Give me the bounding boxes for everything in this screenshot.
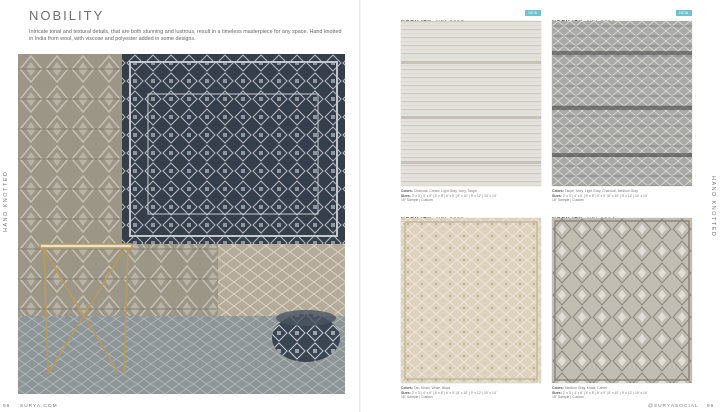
new-badge: NEW (676, 10, 692, 16)
right-page-number: 99 (707, 404, 715, 409)
left-page-number: 98 (3, 404, 11, 409)
room-photo (18, 54, 345, 394)
product-colors: Taupe, Ivory, Light Gray, Charcoal, Medium Gray (564, 189, 638, 193)
product-samples: 18" Sample | Custom (552, 198, 584, 203)
rug-image (552, 218, 692, 383)
product-samples: 18" Sample | Custom (401, 198, 433, 203)
rug-image (401, 218, 541, 383)
product-sizes: 2' x 3' | 4' x 6' | 5' x 8' | 6' x 9' | 8' x 10' | 9' x 12' | 10' x 14' (411, 193, 497, 198)
product-colors: Medium Gray, Khaki, Camel (564, 386, 607, 390)
product-specs: Colors: Charcoal, Cream, Light Gray, Ivory, Taupe Sizes: 2' x 3' | 4' x 6' | 5' x 8' | 6' x 9' | 8' x 10' | 9' x 12' | 10' x 14' 18" Sample | Custom (401, 189, 551, 203)
page-title: NOBILITY (29, 8, 105, 23)
right-footer-social: @SURYASOCIAL (648, 404, 699, 409)
product-colors: Charcoal, Cream, Light Gray, Ivory, Taupe (413, 189, 477, 193)
rug-image (552, 21, 692, 186)
product-sizes: 2' x 3' | 4' x 6' | 5' x 8' | 6' x 9' | 8' x 10' | 9' x 12' | 10' x 14' (562, 390, 648, 395)
intro-paragraph: Intricate tonal and textural details, that are both stunning and lustrous, result in a timeless masterpiece for any space. Hand knotted in India from wool, with viscose and polyester added in some designs. (29, 29, 342, 42)
side-label-right: HAND KNOTTED (710, 176, 716, 238)
product-specs: Colors: Tan, Khaki, White, Black Sizes: 2' x 3' | 4' x 6' | 5' x 8' | 6' x 9' | 8' x 10' | 9' x 12' | 10' x 14' 18" Sample | Custom (401, 386, 551, 400)
left-footer-site: SURYA.COM (20, 404, 58, 409)
room-scene-illustration (18, 54, 345, 394)
product-specs: Colors: Taupe, Ivory, Light Gray, Charcoal, Medium Gray Sizes: 2' x 3' | 4' x 6' | 5' x 8' | 6' x 9' | 8' x 10' | 9' x 12' | 10' x 14' 18" Sample | Custom (552, 189, 702, 203)
page-gutter (359, 0, 361, 412)
side-label-left: HAND KNOTTED (3, 170, 9, 232)
rug-image (401, 21, 541, 186)
product-specs: Colors: Medium Gray, Khaki, Camel Sizes: 2' x 3' | 4' x 6' | 5' x 8' | 6' x 9' | 8' x 10' | 9' x 12' | 10' x 14' 18" Sample | Custom (552, 386, 702, 400)
product-samples: 18" Sample | Custom (552, 395, 584, 400)
product-sizes: 2' x 3' | 4' x 6' | 5' x 8' | 6' x 9' | 8' x 10' | 9' x 12' | 10' x 14' (411, 390, 497, 395)
product-sizes: 2' x 3' | 4' x 6' | 5' x 8' | 6' x 9' | 8' x 10' | 9' x 12' | 10' x 14' (562, 193, 648, 198)
new-badge: NEW (525, 10, 541, 16)
product-samples: 18" Sample | Custom (401, 395, 433, 400)
product-colors: Tan, Khaki, White, Black (413, 386, 451, 390)
